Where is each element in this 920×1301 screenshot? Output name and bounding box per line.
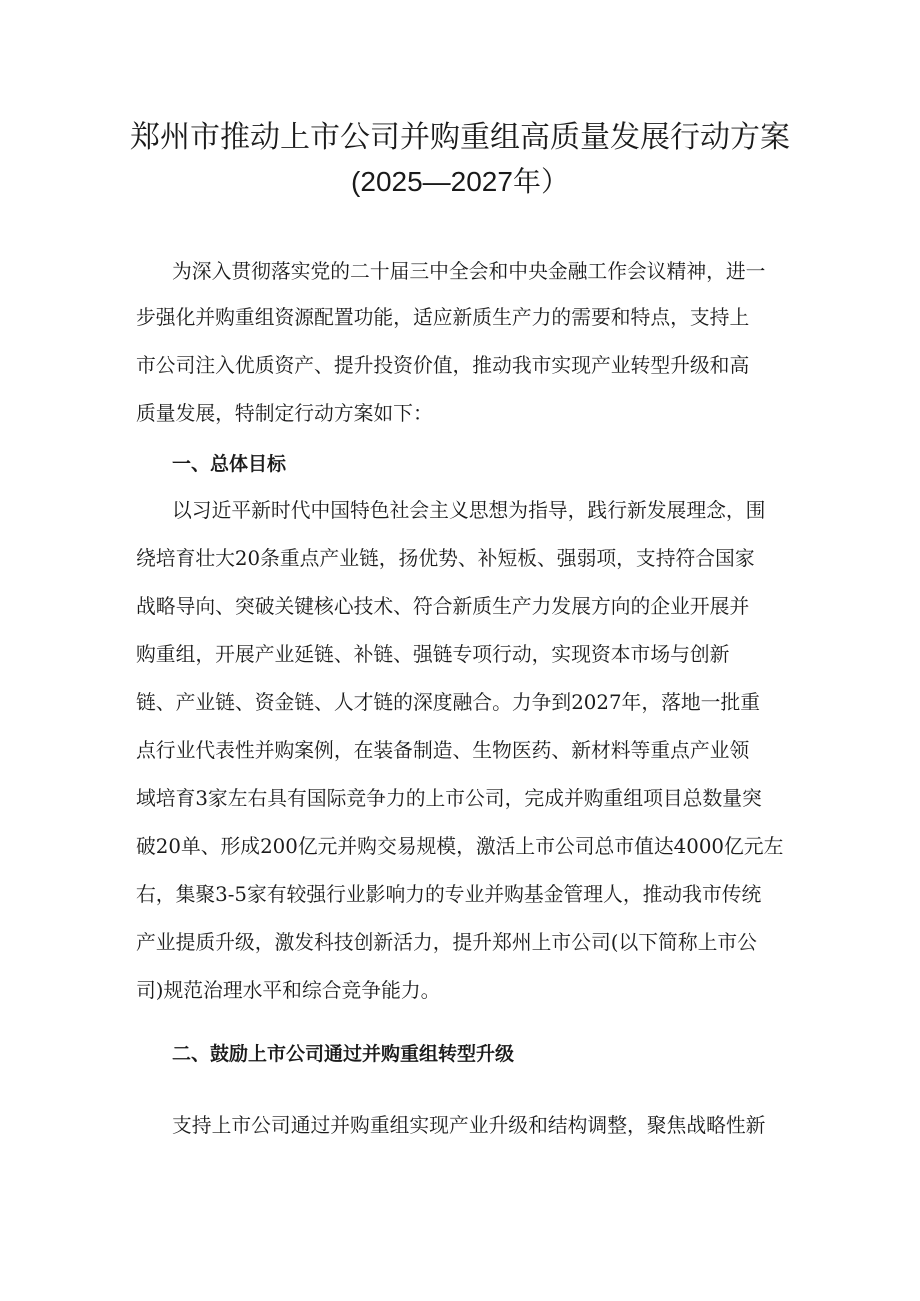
section-line: 司)规范治理水平和综合竞争能力。 <box>136 979 441 1002</box>
section-line: 支持上市公司通过并购重组实现产业升级和结构调整，聚焦战略性新 <box>172 1114 766 1137</box>
section-line: 战略导向、突破关键核心技术、符合新质生产力发展方向的企业开展并 <box>136 595 750 618</box>
section-heading: 二、鼓励上市公司通过并购重组转型升级 <box>172 1043 515 1065</box>
section-line: 破20单、形成200亿元并购交易规模，激活上市公司总市值达4000亿元左 <box>136 835 784 858</box>
intro-line: 质量发展，特制定行动方案如下： <box>136 402 433 425</box>
section-line: 购重组，开展产业延链、补链、强链专项行动，实现资本市场与创新 <box>136 643 730 666</box>
section-line: 以习近平新时代中国特色社会主义思想为指导，践行新发展理念，围 <box>172 499 766 522</box>
section-heading: 一、总体目标 <box>172 453 287 475</box>
intro-line: 市公司注入优质资产、提升投资价值，推动我市实现产业转型升级和高 <box>136 354 750 377</box>
intro-line: 步强化并购重组资源配置功能，适应新质生产力的需要和特点，支持上 <box>136 306 750 329</box>
document-title: 郑州市推动上市公司并购重组高质量发展行动方案 <box>130 120 790 155</box>
intro-line: 为深入贯彻落实党的二十届三中全会和中央金融工作会议精神，进一 <box>172 260 766 283</box>
section-line: 产业提质升级，激发科技创新活力，提升郑州上市公司(以下简称上市公 <box>136 931 757 954</box>
section-line: 域培育3家左右具有国际竞争力的上市公司，完成并购重组项目总数量突 <box>136 787 762 810</box>
section-line: 点行业代表性并购案例，在装备制造、生物医药、新材料等重点产业领 <box>136 739 750 762</box>
section-line: 链、产业链、资金链、人才链的深度融合。力争到2027年，落地一批重 <box>136 691 761 714</box>
section-line: 右，集聚3-5家有较强行业影响力的专业并购基金管理人，推动我市传统 <box>136 883 762 906</box>
section-line: 绕培育壮大20条重点产业链，扬优势、补短板、强弱项，支持符合国家 <box>136 547 755 570</box>
document-subtitle: (2025—2027年） <box>351 166 569 197</box>
